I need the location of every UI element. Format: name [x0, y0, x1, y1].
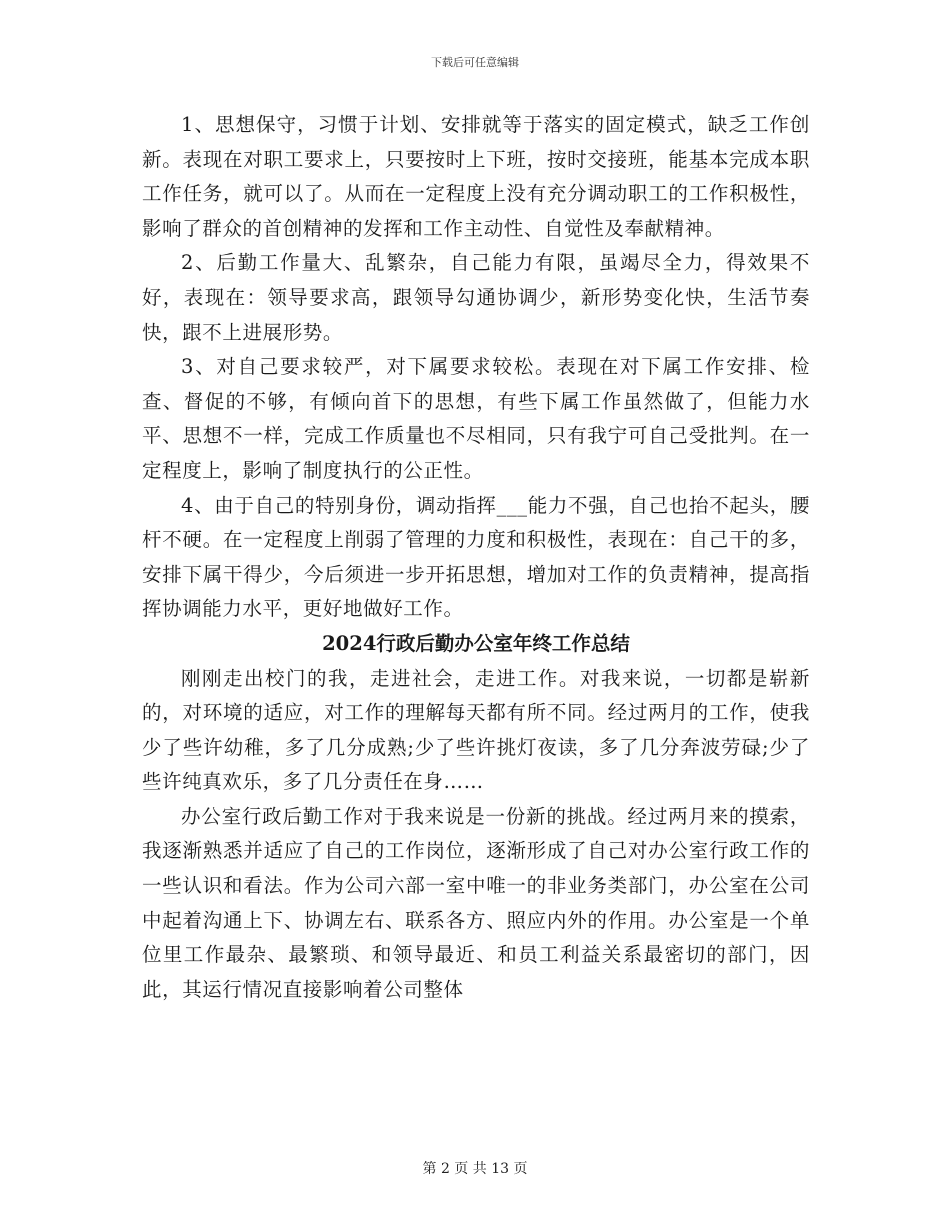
- paragraph-office-role: 办公室行政后勤工作对于我来说是一份新的挑战。经过两月来的摸索，我逐渐熟悉并适应了自己的工作岗位，逐渐形成了自己对办公室行政工作的一些认识和看法。作为公司六部一室中唯一的非业务类部门，办公室在公司中起着沟通上下、协调左右、联系各方、照应内外的作用。办公室是一个单位里工作最杂、最繁琐、和领导最近、和员工利益关系最密切的部门，因此，其运行情况直接影响着公司整体: [142, 804, 810, 1001]
- paragraph-item-2: 2、后勤工作量大、乱繁杂，自己能力有限，虽竭尽全力，得效果不好，表现在：领导要求高，跟领导勾通协调少，新形势变化快，生活节奏快，跟不上进展形势。: [142, 251, 810, 344]
- section-title: 2024行政后勤办公室年终工作总结: [322, 631, 630, 655]
- paragraph-item-1: 1、思想保守，习惯于计划、安排就等于落实的固定模式，缺乏工作创新。表现在对职工要求上，只要按时上下班，按时交接班，能基本完成本职工作任务，就可以了。从而在一定程度上没有充分调动职工的工作积极性，影响了群众的首创精神的发挥和工作主动性、自觉性及奉献精神。: [142, 113, 810, 240]
- page-footer: 第 2 页 共 13 页: [422, 1161, 528, 1177]
- paragraph-item-4: 4、由于自己的特别身份，调动指挥___能力不强，自己也抬不起头，腰杆不硬。在一定程度上削弱了管理的力度和积极性，表现在：自己干的多，安排下属干得少，今后须进一步开拓思想，增加对工作的负责精神，提高指挥协调能力水平，更好地做好工作。: [142, 493, 810, 621]
- paragraph-item-3: 3、对自己要求较严，对下属要求较松。表现在对下属工作安排、检查、督促的不够，有倾向首下的思想，有些下属工作虽然做了，但能力水平、思想不一样，完成工作质量也不尽相同，只有我宁可自己受批判。在一定程度上，影响了制度执行的公正性。: [142, 355, 810, 482]
- paragraph-intro: 刚刚走出校门的我，走进社会，走进工作。对我来说，一切都是崭新的，对环境的适应，对工作的理解每天都有所不同。经过两月的工作，使我少了些许幼稚，多了几分成熟;少了些许挑灯夜读，多了几分奔波劳碌;少了些许纯真欢乐，多了几分责任在身……: [142, 666, 810, 794]
- page-header-note: 下载后可任意编辑: [431, 56, 519, 69]
- document-body: [142, 108, 810, 1007]
